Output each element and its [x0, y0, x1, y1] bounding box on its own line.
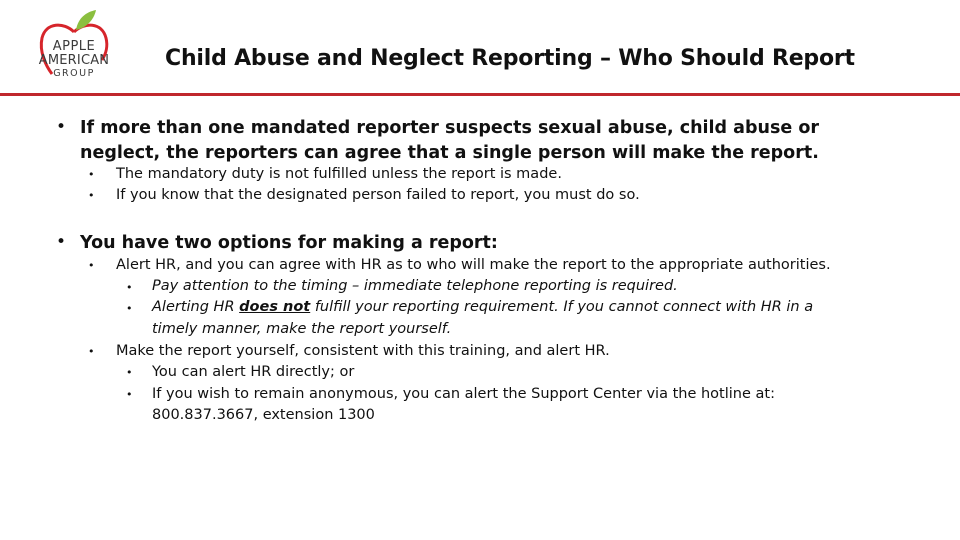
section2-heading: You have two options for making a report: — [80, 233, 498, 253]
bullet-level1: • — [56, 117, 67, 137]
logo-line-apple: APPLE — [52, 39, 96, 54]
logo-line-american: AMERICAN — [38, 53, 110, 68]
section1-heading-line1: If more than one mandated reporter suspects sexual abuse, child abuse or — [80, 118, 819, 138]
option2-sub1: You can alert HR directly; or — [152, 364, 355, 380]
section1-item-1: The mandatory duty is not fulfilled unless the report is made. — [116, 166, 562, 182]
bullet-level3: • — [126, 302, 133, 315]
bullet-level3: • — [126, 281, 133, 294]
bullet-level3: • — [126, 388, 133, 401]
option1-text: Alert HR, and you can agree with HR as to who will make the report to the appropriate authorities. — [116, 257, 831, 273]
bullet-level2: • — [88, 189, 95, 202]
page-title: Child Abuse and Neglect Reporting – Who Should Report — [165, 46, 855, 71]
option2-text: Make the report yourself, consistent with this training, and alert HR. — [116, 343, 610, 359]
emphasis-does-not: does not — [239, 299, 311, 315]
bullet-level2: • — [88, 168, 95, 181]
bullet-level1: • — [56, 232, 67, 252]
option1-sub2-line2: timely manner, make the report yourself. — [152, 321, 452, 337]
option1-sub1: Pay attention to the timing – immediate telephone reporting is required. — [152, 278, 678, 294]
logo-line-group: GROUP — [53, 68, 95, 79]
apple-american-group-logo — [28, 8, 120, 84]
option2-sub2-line1: If you wish to remain anonymous, you can alert the Support Center via the hotline at: — [152, 386, 775, 402]
option1-sub2-before: Alerting HR — [152, 299, 240, 315]
bullet-level2: • — [88, 259, 95, 272]
option2-sub2-line2: 800.837.3667, extension 1300 — [152, 407, 375, 423]
section1-item-2: If you know that the designated person failed to report, you must do so. — [116, 187, 640, 203]
option1-sub2-after: fulfill your reporting requirement. If you cannot connect with HR in a — [310, 299, 814, 315]
bullet-level3: • — [126, 366, 133, 379]
leaf-icon — [76, 10, 96, 30]
section1-heading-line2: neglect, the reporters can agree that a single person will make the report. — [80, 143, 819, 163]
bullet-level2: • — [88, 345, 95, 358]
option1-sub2 — [152, 299, 813, 315]
title-divider — [0, 93, 960, 96]
